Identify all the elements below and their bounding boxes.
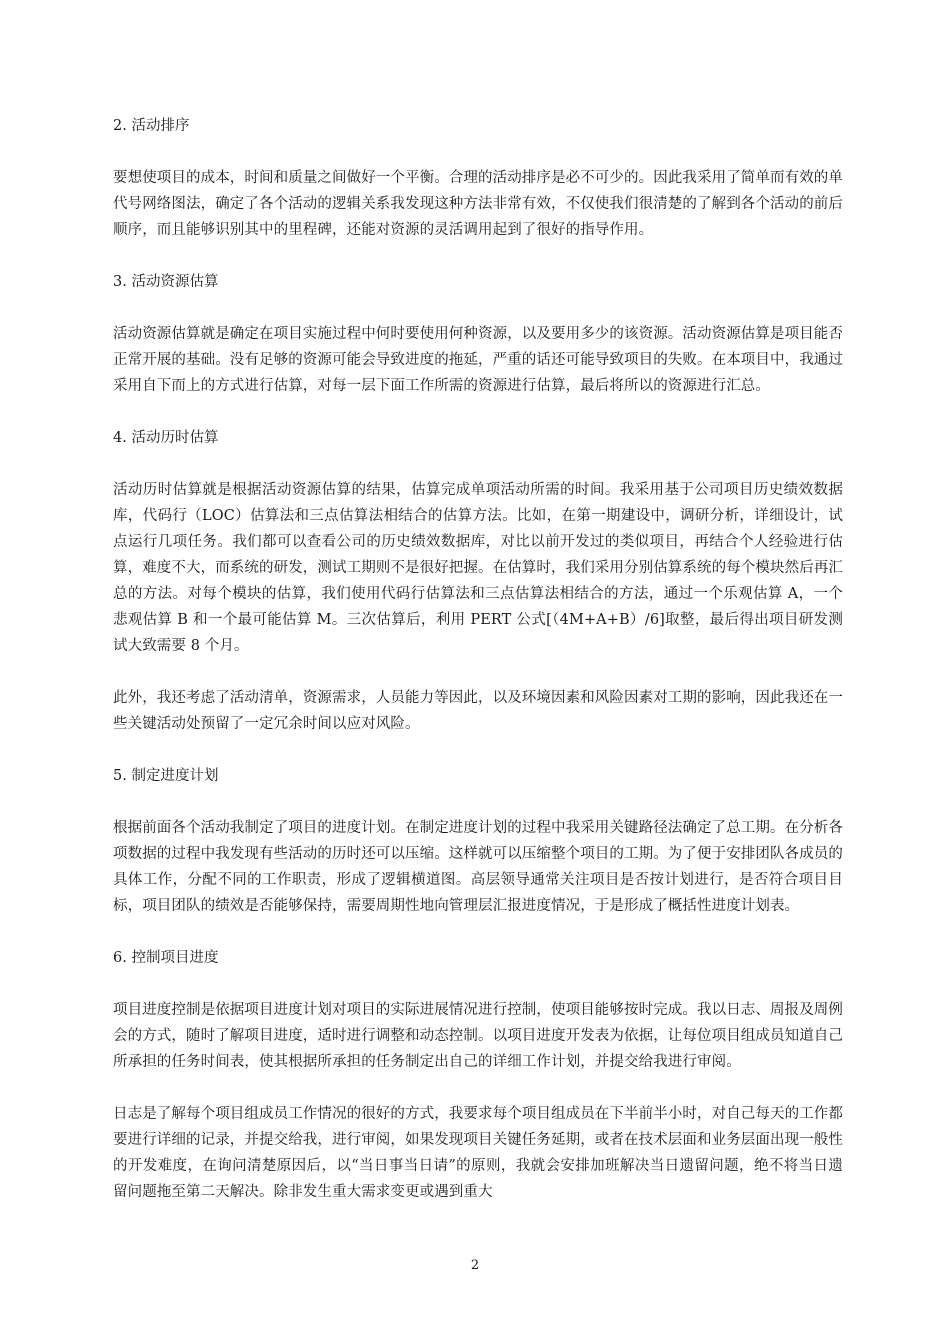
page-content [113, 113, 843, 1231]
section-activity-resource-estimating [113, 269, 843, 399]
section-heading: 5. 制定进度计划 [113, 768, 219, 784]
section-heading: 4. 活动历时估算 [113, 430, 219, 446]
paragraph: 要想使项目的成本，时间和质量之间做好一个平衡。合理的活动排序是必不可少的。因此我采用了简单而有效的单代号网络图法，确定了各个活动的逻辑关系我发现这种方法非常有效，不仅使我们很清楚的了解到各个活动的前后顺序，而且能够识别其中的里程碑，还能对资源的灵活调用起到了很好的指导作用。 [113, 170, 843, 238]
section-heading: 3. 活动资源估算 [113, 274, 219, 290]
paragraph: 此外，我还考虑了活动清单，资源需求，人员能力等因此，以及环境因素和风险因素对工期的影响，因此我还在一些关键活动处预留了一定冗余时间以应对风险。 [113, 690, 843, 732]
section-activity-duration-estimating [113, 425, 843, 737]
section-heading: 6. 控制项目进度 [113, 950, 219, 966]
paragraph: 根据前面各个活动我制定了项目的进度计划。在制定进度计划的过程中我采用关键路径法确定了总工期。在分析各项数据的过程中我发现有些活动的历时还可以压缩。这样就可以压缩整个项目的工期。为了便于安排团队各成员的具体工作，分配不同的工作职责，形成了逻辑横道图。高层领导通常关注项目是否按计划进行，是否符合项目目标，项目团队的绩效是否能够保持，需要周期性地向管理层汇报进度情况，于是形成了概括性进度计划表。 [113, 820, 843, 914]
page-number: 2 [470, 1258, 480, 1273]
section-activity-sequencing [113, 113, 843, 243]
paragraph: 活动历时估算就是根据活动资源估算的结果，估算完成单项活动所需的时间。我采用基于公司项目历史绩效数据库，代码行（LOC）估算法和三点估算法相结合的估算方法。比如，在第一期建设中，调研分析，详细设计，试点运行几项任务。我们都可以查看公司的历史绩效数据库，对比以前开发过的类似项目，再结合个人经验进行估算，难度不大，而系统的研发，测试工期则不是很好把握。在估算时，我们采用分别估算系统的每个模块然后再汇总的方法。对每个模块的估算，我们使用代码行估算法和三点估算法相结合的方法，通过一个乐观估算 A，一个悲观估算 B 和一个最可能估算 M。三次估算后，利用 PERT 公式[（4M+A+B）/6]取整，最后得出项目研发测试大致需要 8 个月。 [113, 482, 843, 654]
paragraph: 项目进度控制是依据项目进度计划对项目的实际进展情况进行控制，使项目能够按时完成。我以日志、周报及周例会的方式，随时了解项目进度，适时进行调整和动态控制。以项目进度开发表为依据，让每位项目组成员知道自己所承担的任务时间表，使其根据所承担的任务制定出自己的详细工作计划，并提交给我进行审阅。 [113, 1002, 843, 1070]
section-schedule-development [113, 763, 843, 919]
paragraph: 活动资源估算就是确定在项目实施过程中何时要使用何种资源，以及要用多少的该资源。活动资源估算是项目能否正常开展的基础。没有足够的资源可能会导致进度的拖延，严重的话还可能导致项目的失败。在本项目中，我通过采用自下而上的方式进行估算，对每一层下面工作所需的资源进行估算，最后将所以的资源进行汇总。 [113, 326, 843, 394]
section-schedule-control [113, 945, 843, 1205]
paragraph: 日志是了解每个项目组成员工作情况的很好的方式，我要求每个项目组成员在下半前半小时，对自己每天的工作都要进行详细的记录，并提交给我，进行审阅，如果发现项目关键任务延期，或者在技术层面和业务层面出现一般性的开发难度，在询问清楚原因后，以“当日事当日请”的原则，我就会安排加班解决当日遗留问题，绝不将当日遗留问题拖至第二天解决。除非发生重大需求变更或遇到重大 [113, 1106, 843, 1200]
section-heading: 2. 活动排序 [113, 118, 190, 134]
